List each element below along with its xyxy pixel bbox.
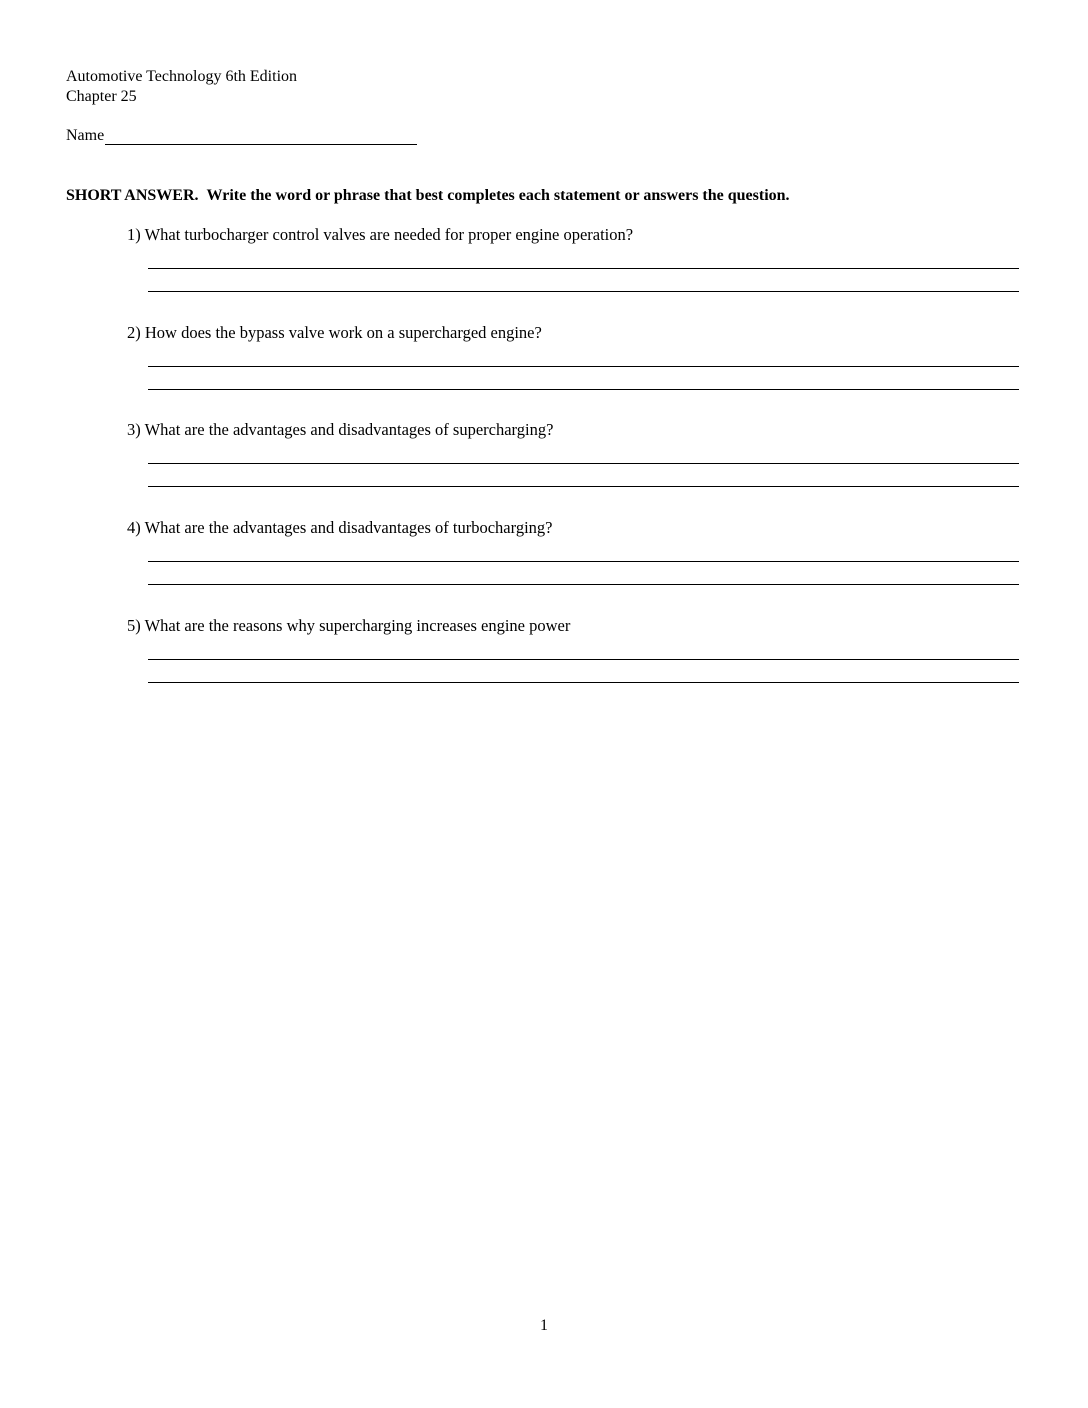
chapter-label: Chapter 25 bbox=[66, 88, 137, 105]
question-text: 4) What are the advantages and disadvantages of turbocharging? bbox=[127, 518, 553, 537]
book-title: Automotive Technology 6th Edition bbox=[66, 68, 298, 85]
name-label: Name bbox=[66, 127, 105, 144]
answer-line[interactable] bbox=[148, 561, 1019, 562]
name-blank-line[interactable] bbox=[105, 127, 417, 145]
question-3 bbox=[127, 420, 1027, 440]
section-heading: SHORT ANSWER. bbox=[66, 187, 199, 204]
question-4 bbox=[127, 518, 1027, 538]
question-5 bbox=[127, 616, 1027, 636]
answer-line[interactable] bbox=[148, 389, 1019, 390]
name-field-row bbox=[66, 126, 417, 145]
question-text: 3) What are the advantages and disadvantages of supercharging? bbox=[127, 420, 554, 439]
question-text: 2) How does the bypass valve work on a supercharged engine? bbox=[127, 323, 542, 342]
answer-line[interactable] bbox=[148, 659, 1019, 660]
answer-line[interactable] bbox=[148, 463, 1019, 464]
answer-line[interactable] bbox=[148, 486, 1019, 487]
answer-line[interactable] bbox=[148, 268, 1019, 269]
question-1 bbox=[127, 225, 1027, 245]
answer-line[interactable] bbox=[148, 366, 1019, 367]
answer-line[interactable] bbox=[148, 682, 1019, 683]
question-text: 5) What are the reasons why supercharging increases engine power bbox=[127, 616, 571, 635]
section-instructions bbox=[66, 186, 790, 205]
question-2 bbox=[127, 323, 1027, 343]
question-text: 1) What turbocharger control valves are needed for proper engine operation? bbox=[127, 225, 634, 244]
answer-line[interactable] bbox=[148, 584, 1019, 585]
instructions-text: Write the word or phrase that best completes each statement or answers the question. bbox=[206, 187, 790, 204]
page-number: 1 bbox=[540, 1317, 548, 1334]
answer-line[interactable] bbox=[148, 291, 1019, 292]
